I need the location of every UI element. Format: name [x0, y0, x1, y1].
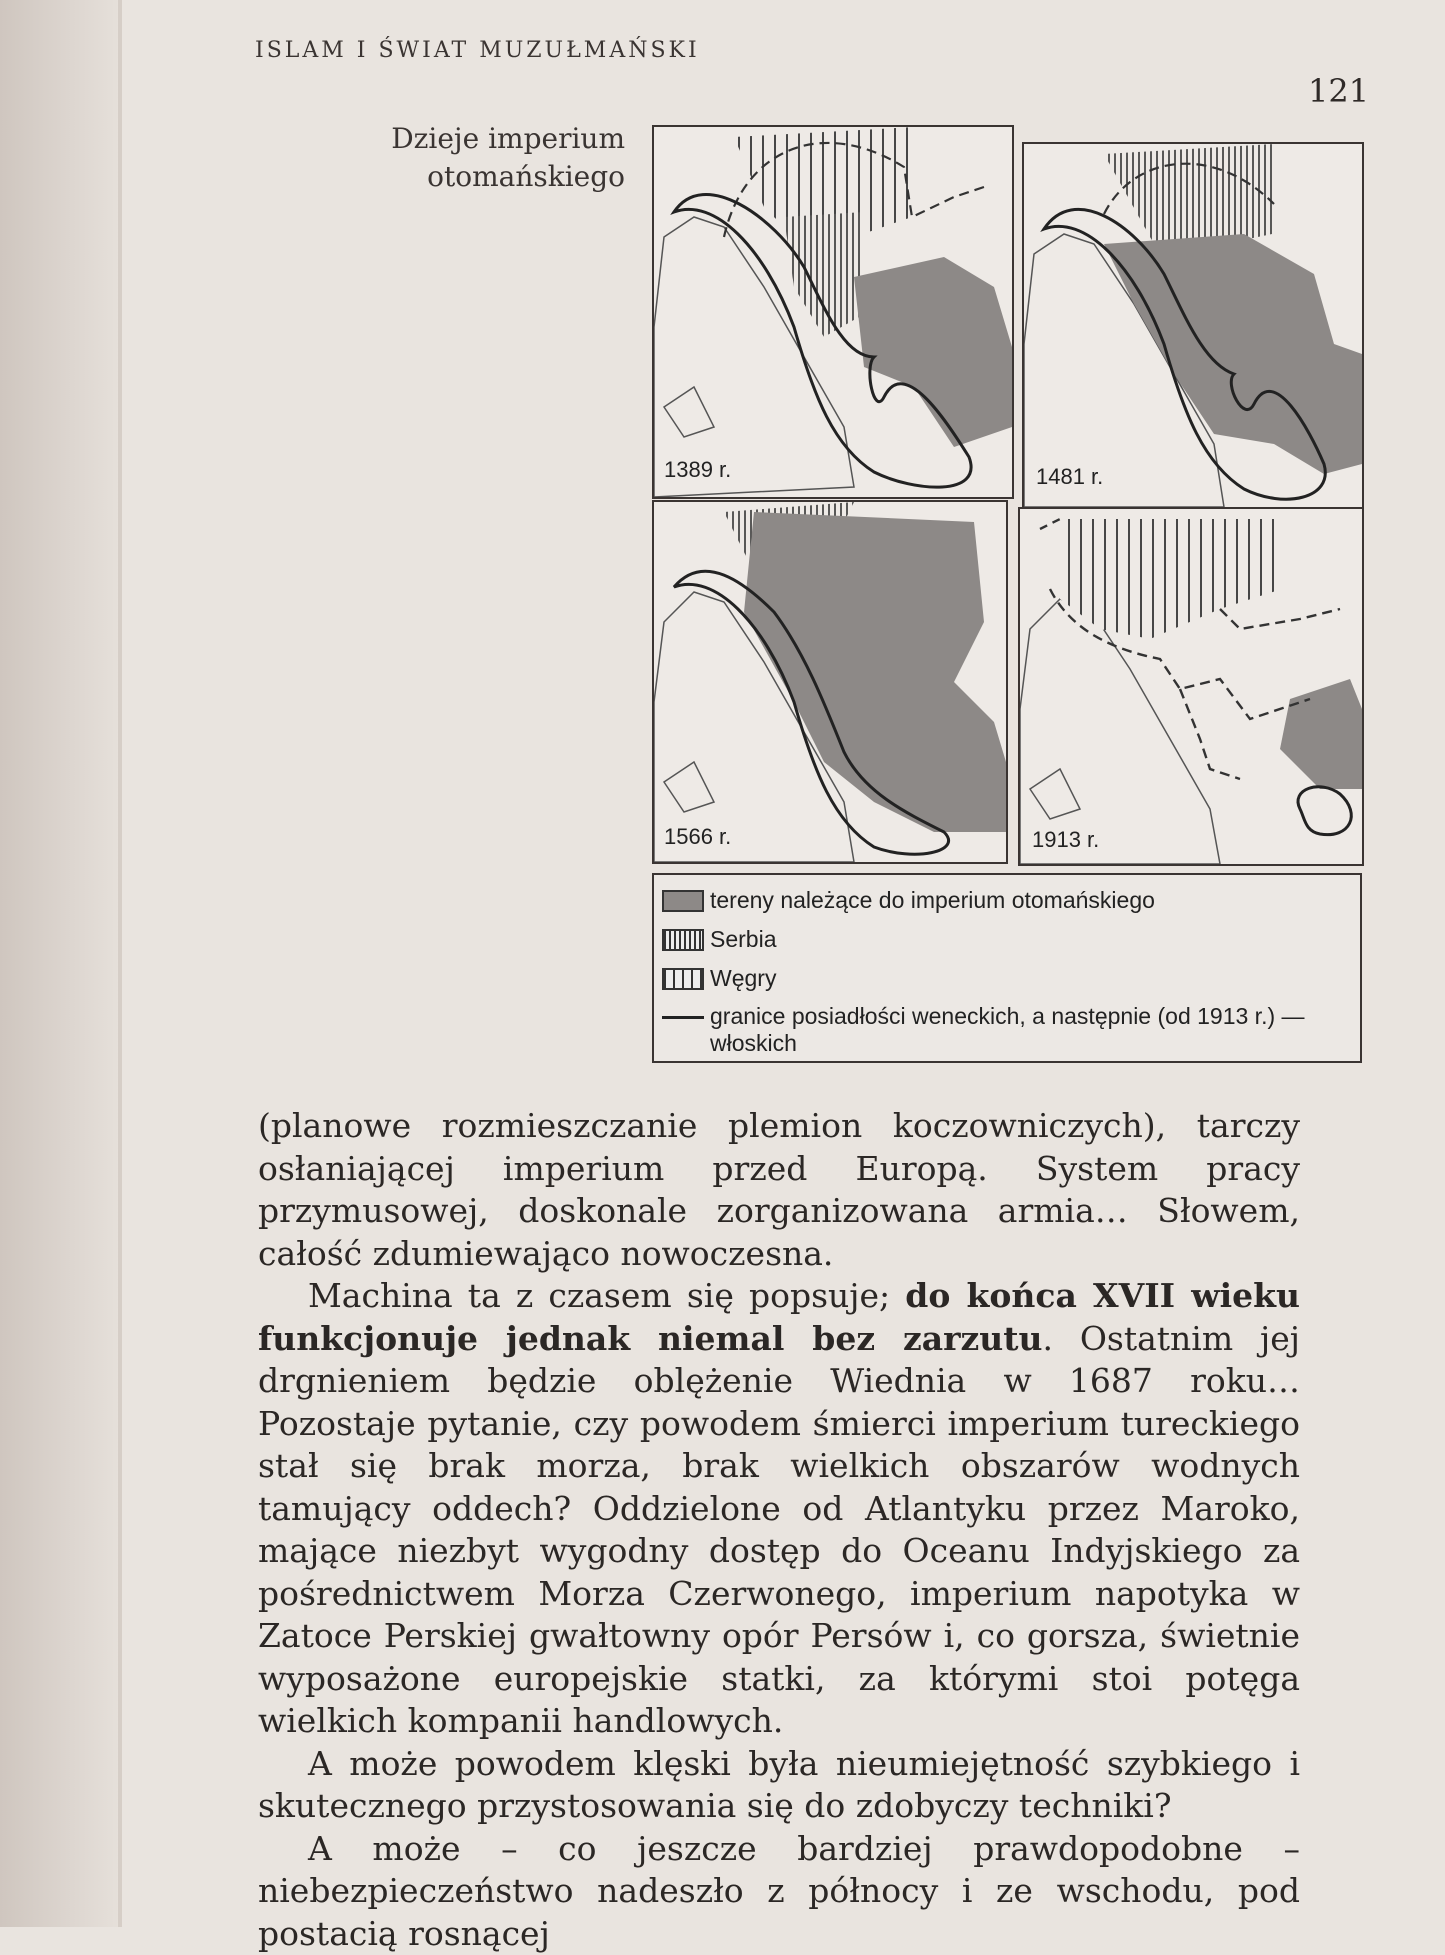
- paragraph: A może – co jeszcze bardziej prawdopodobne – niebezpieczeństwo nadeszło z północy i ze wschodu, pod postacią rosnącej: [258, 1828, 1300, 1955]
- running-head: ISLAM I ŚWIAT MUZUŁMAŃSKI: [255, 38, 700, 63]
- line-swatch-icon: [662, 1016, 704, 1019]
- page-number: 121: [1308, 72, 1369, 110]
- paragraph: A może powodem klęski była nieumiejętność szybkiego i skutecznego przystosowania się do zdobyczy techniki?: [258, 1743, 1300, 1828]
- map-1913: [1018, 507, 1364, 866]
- paragraph: (planowe rozmieszczanie plemion koczowniczych), tarczy osłaniającej imperium przed Europą. System pracy przymusowej, doskonale zorganizowana armia… Słowem, całość zdumiewająco nowoczesna.: [258, 1105, 1300, 1275]
- text-run: Machina ta z czasem się popsuje;: [308, 1276, 905, 1315]
- text-run: . Ostatnim jej drgnieniem będzie oblężenie Wiednia w 1687 roku… Pozostaje pytanie, czy powodem śmierci imperium tureckiego stał się brak morza, brak wielkich obszarów wodnych tamujący oddech? Oddzielone od Atlantyku przez Maroko, mające niezbyt wygodny dostęp do Oceanu Indyjskiego za pośrednictwem Morza Czerwonego, imperium napotyka w Zatoce Perskiej gwałtowny opór Persów i, co gorsza, świetnie wyposażone europejskie statki, za którymi stoi potęga wielkich kompanii handlowych.: [258, 1319, 1300, 1741]
- dense-hatch-swatch-icon: [662, 929, 704, 951]
- legend-label: Węgry: [710, 965, 776, 992]
- legend-item-ottoman: [662, 887, 1155, 914]
- map-1481: [1022, 142, 1364, 509]
- map-1389: [652, 125, 1014, 499]
- book-gutter: [0, 0, 120, 1927]
- legend-label: tereny należące do imperium otomańskiego: [710, 887, 1155, 914]
- caption-line-2: otomańskiego: [330, 158, 625, 196]
- legend-item-serbia: [662, 926, 776, 953]
- map-year-label: 1566 r.: [662, 824, 733, 850]
- map-year-label: 1913 r.: [1030, 827, 1101, 853]
- legend-label: Serbia: [710, 926, 776, 953]
- legend-label: włoskich: [710, 1030, 1305, 1057]
- map-1389-graphic: [654, 127, 1012, 497]
- map-year-label: 1481 r.: [1034, 464, 1105, 490]
- figure-caption: [330, 120, 625, 196]
- body-text: [258, 1105, 1300, 1955]
- sparse-hatch-swatch-icon: [662, 968, 704, 990]
- map-legend: [652, 873, 1362, 1063]
- legend-label: granice posiadłości weneckich, a następnie (od 1913 r.) —: [710, 1003, 1305, 1030]
- gray-swatch-icon: [662, 890, 704, 912]
- paragraph: [258, 1275, 1300, 1743]
- legend-item-hungary: [662, 965, 776, 992]
- caption-line-1: Dzieje imperium: [330, 120, 625, 158]
- map-year-label: 1389 r.: [662, 457, 733, 483]
- page-edge: [118, 0, 122, 1927]
- bold-text-run: do końca XVII wieku funkcjonuje jednak niemal bez zarzutu: [258, 1276, 1300, 1358]
- map-1481-graphic: [1024, 144, 1362, 507]
- map-1566: [652, 500, 1008, 864]
- legend-item-venice: [662, 1003, 1305, 1057]
- map-1566-graphic: [654, 502, 1006, 862]
- map-1913-graphic: [1020, 509, 1362, 864]
